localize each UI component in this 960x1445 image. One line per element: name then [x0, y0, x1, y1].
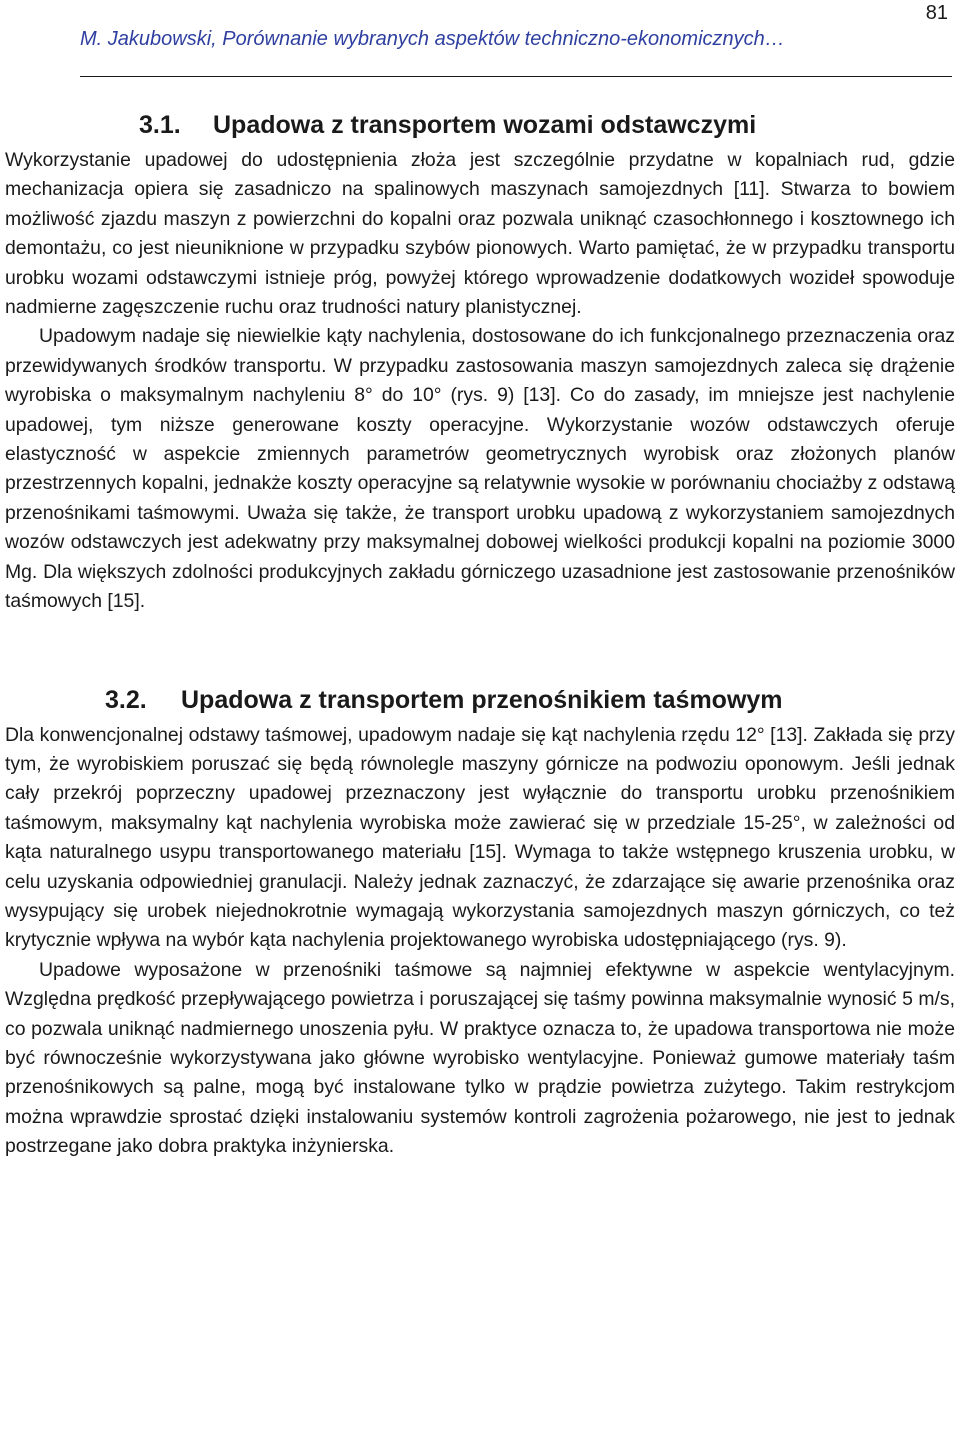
paragraph: Upadowym nadaje się niewielkie kąty nachylenia, dostosowane do ich funkcjonalnego przeznaczenia oraz przewidywanych środków transportu. W przypadku zastosowania maszyn samojezdnych zaleca się drążenie wyrobiska o maksymalnym nachyleniu 8° do 10° (rys. 9) [13]. Co do zasady, im mniejsze jest nachylenie upadowej, tym niższe generowane koszty operacyjne. Wykorzystanie wozów odstawczych oferuje elastyczność w aspekcie zmiennych parametrów geometrycznych wyrobisk oraz złożonych planów przestrzennych kopalni, jednakże koszty operacyjne są relatywnie wysokie w porównaniu chociażby z odstawą przenośnikami taśmowymi. Uważa się także, że transport urobku upadową z wykorzystaniem samojezdnych wozów odstawczych jest adekwatny przy maksymalnej dobowej wielkości produkcji kopalni na poziomie 3000 Mg. Dla większych zdolności produkcyjnych zakładu górniczego uzasadnione jest zastosowanie przenośników taśmowych [15]. — [5, 325, 955, 613]
section-title: Upadowa z transportem wozami odstawczymi — [213, 111, 757, 139]
section-heading-3-2 — [5, 679, 955, 721]
header-rule — [80, 76, 952, 77]
paragraph: Upadowe wyposażone w przenośniki taśmowe są najmniej efektywne w aspekcie wentylacyjnym. Względna prędkość przepływającego powietrza i poruszającej się taśmy powinna maksymalnie wynosić 5 m/s, co pozwala uniknąć nadmiernego unoszenia pyłu. W praktyce oznacza to, że upadowa transportowa nie może być równocześnie wykorzystywana jako główne wyrobisko wentylacyjne. Ponieważ gumowe materiały taśm przenośnikowych są palne, mogą być instalowane tylko w prądzie powietrza zużytego. Takim restrykcjom można wprawdzie sprostać dzięki instalowaniu systemów kontroli zagrożenia pożarowego, nie jest to jednak postrzegane jako dobra praktyka inżynierska. — [5, 958, 955, 1158]
paragraph: Wykorzystanie upadowej do udostępnienia złoża jest szczególnie przydatne w kopalniach rud, gdzie mechanizacja opiera się zasadniczo na spalinowych maszynach samojezdnych [11]. Stwarza to bowiem możliwość zjazdu maszyn z powierzchni do kopalni oraz pozwala uniknąć czasochłonnego i kosztownego ich demontażu, co jest nieuniknione w przypadku szybów pionowych. Warto pamiętać, że w przypadku transportu urobku wozami odstawczymi istnieje próg, powyżej którego wprowadzenie dodatkowych wozideł spowoduje nadmierne zagęszczenie ruchu oraz trudności natury planistycznej. — [5, 149, 955, 319]
section-heading-3-1 — [5, 104, 955, 146]
section-number: 3.1. — [139, 111, 181, 139]
page-number: 81 — [925, 2, 948, 24]
section-number: 3.2. — [105, 685, 147, 714]
running-header: M. Jakubowski, Porównanie wybranych aspektów techniczno-ekonomicznych… — [80, 28, 785, 50]
page-content — [5, 104, 955, 1162]
paragraph: Dla konwencjonalnej odstawy taśmowej, upadowym nadaje się kąt nachylenia rzędu 12° [13]. Zakłada się przy tym, że wyrobiskiem poruszać się będą równolegle maszyny górnicze na podwoziu oponowym. Jeśli jednak cały przekrój poprzeczny upadowej przeznaczony jest wyłącznie do transportu urobku przenośnikiem taśmowym, maksymalny kąt nachylenia wyrobiska może zawierać się w przedziale 15-25°, w zależności od kąta naturalnego usypu transportowanego materiału [15]. Wymaga to także wstępnego kruszenia urobku, w celu uzyskania odpowiedniej granulacji. Należy jednak zaznaczyć, że zdarzające się awarie przenośnika oraz wysypujący się urobek niejednokrotnie wymagają wykorzystania samojezdnych maszyn górniczych, co też krytycznie wpływa na wybór kąta nachylenia projektowanego wyrobiska udostępniającego (rys. 9). — [5, 723, 955, 952]
section-title: Upadowa z transportem przenośnikiem taśmowym — [181, 685, 783, 714]
